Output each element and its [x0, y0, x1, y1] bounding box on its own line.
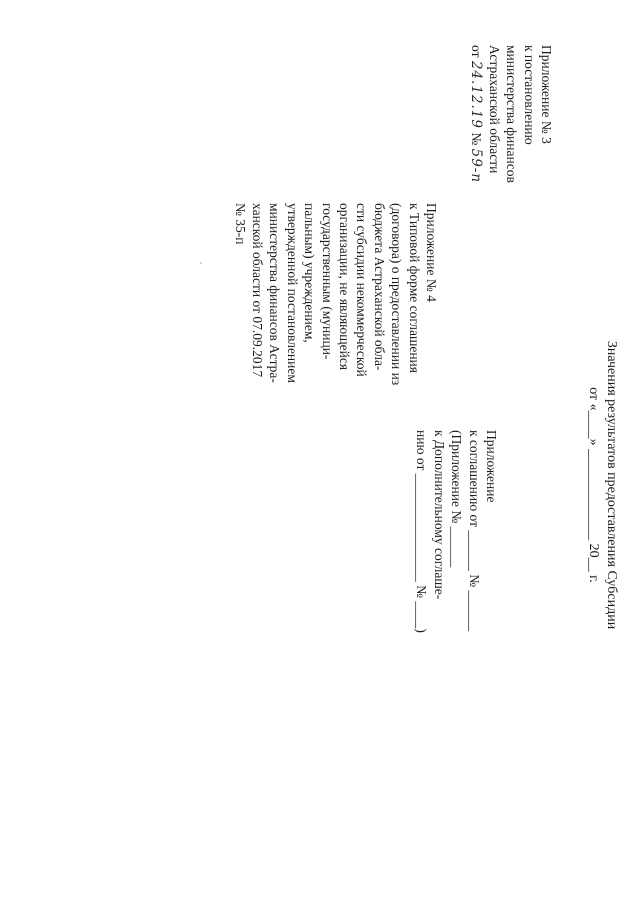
- agreement-appendix-header: [413, 430, 500, 670]
- agreement-appendix-line: Приложение: [484, 430, 499, 503]
- agreement-appendix-line: (Приложение № ______: [449, 430, 465, 568]
- appendix-3-date-line: [467, 45, 485, 275]
- appendix-4-line: организации, не являющейся: [336, 203, 352, 371]
- appendix-3-line-4: Астраханской области: [486, 45, 502, 174]
- heading-title: Значения результатов предоставления Субсидии: [604, 340, 619, 630]
- heading-date-line: от «____» _____________ 20__ г.: [586, 387, 601, 583]
- appendix-4-line: государственным (муници-: [319, 203, 335, 360]
- appendix-4-line: бюджета Астраханской обла-: [371, 203, 387, 371]
- agreement-appendix-line: к соглашению от ______ № ______: [466, 430, 482, 632]
- appendix-4-line: к Типовой форме соглашения: [406, 203, 422, 373]
- document-heading: [584, 300, 620, 670]
- appendix-3-handwritten-number: 59-п: [468, 148, 485, 184]
- agreement-appendix-line: нию от ________________ № ____): [414, 430, 430, 633]
- appendix-4-line: сти субсидии некоммерческой: [354, 203, 370, 377]
- appendix-3-date-prefix: от: [469, 45, 485, 61]
- scan-speck: [200, 262, 202, 264]
- appendix-3-line-3: министерства финансов: [504, 45, 520, 183]
- appendix-4-line: № 35-п: [232, 203, 248, 245]
- appendix-4-line: пальным) учреждением,: [302, 203, 318, 343]
- appendix-3-line-1: Приложение № 3: [539, 45, 554, 144]
- appendix-4-line: утвержденной постановлением: [284, 203, 300, 383]
- appendix-3-number-prefix: №: [469, 128, 485, 149]
- appendix-4-header: [231, 203, 440, 463]
- appendix-4-line: (договора) о предоставлении из: [389, 203, 405, 386]
- appendix-4-line: ханской области от 07.09.2017: [249, 203, 265, 378]
- appendix-4-line: министерства финансов Астра-: [267, 203, 283, 383]
- appendix-3-handwritten-date: 24.12.19: [468, 60, 485, 129]
- appendix-3-line-2: к постановлению: [521, 45, 537, 145]
- appendix-3-header: [467, 45, 555, 275]
- agreement-appendix-line: к Дополнительному соглаше-: [431, 430, 447, 600]
- appendix-4-line: Приложение № 4: [424, 203, 439, 302]
